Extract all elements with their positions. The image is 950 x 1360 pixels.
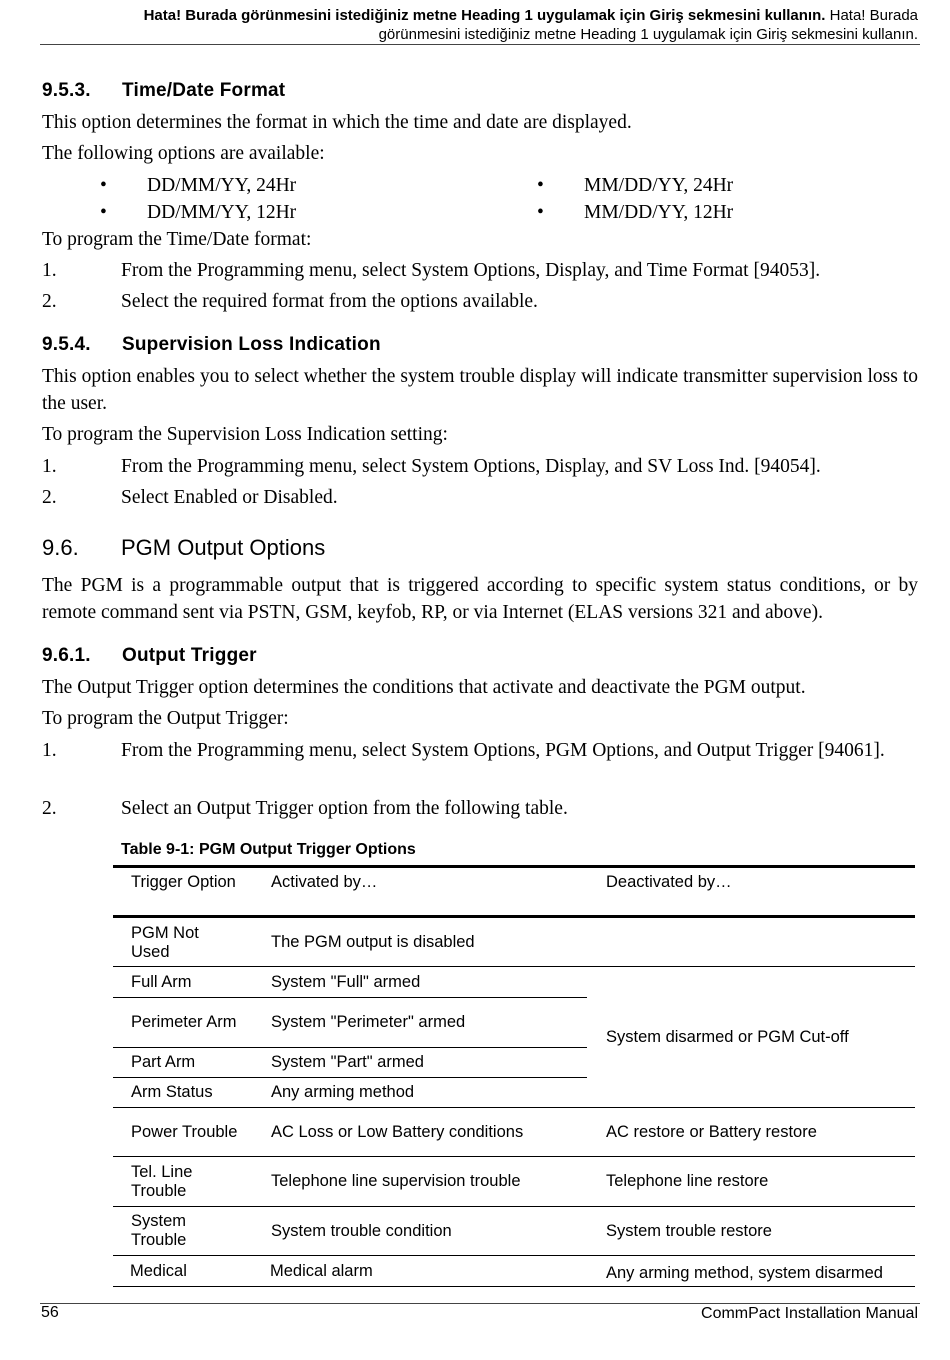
- table-cell: [271, 1048, 424, 1077]
- section-number: 9.5.4.: [42, 334, 91, 355]
- trigger-option: System Trouble: [131, 1212, 187, 1249]
- activated-by: Any arming method: [271, 1083, 415, 1101]
- activated-by: AC Loss or Low Battery conditions: [271, 1122, 524, 1141]
- step-number: 1.: [42, 456, 57, 477]
- footer-manual-title: CommPact Installation Manual: [701, 1305, 918, 1322]
- table-cell: [131, 1048, 195, 1077]
- paragraph: This option enables you to select whether the system trouble display will indicate transmitter supervision loss to the user.: [42, 366, 918, 414]
- header-error-bold: Hata! Burada görünmesini istediğiniz metne Heading 1 uygulamak için Giriş sekmesini kullanın.: [143, 7, 826, 24]
- column-header: Trigger Option: [131, 873, 236, 891]
- bullet-icon: •: [100, 202, 107, 223]
- activated-by: Telephone line supervision trouble: [271, 1172, 521, 1190]
- table-cell: [271, 967, 420, 997]
- paragraph: This option determines the format in which the time and date are displayed.: [42, 112, 632, 133]
- table-cell: [131, 998, 241, 1047]
- paragraph: The PGM is a programmable output that is triggered according to specific system status conditions, or by remote command sent via PSTN, GSM, keyfob, RP, or via Internet (ELAS versions 321 and above).: [42, 575, 918, 623]
- section-title: Supervision Loss Indication: [122, 334, 381, 355]
- trigger-option: Power Trouble: [131, 1122, 238, 1141]
- deactivated-by: AC restore or Battery restore: [606, 1122, 817, 1141]
- section-title: Time/Date Format: [122, 80, 286, 101]
- trigger-option: Arm Status: [131, 1083, 213, 1101]
- table-cell: [271, 1078, 414, 1107]
- bullet-icon: •: [537, 175, 544, 196]
- trigger-option: Full Arm: [131, 972, 192, 991]
- step-text: From the Programming menu, select System Options, Display, and SV Loss Ind. [94054].: [121, 456, 821, 477]
- running-header: [40, 6, 918, 44]
- bullet-icon: •: [100, 175, 107, 196]
- deactivated-by: Any arming method, system disarmed: [606, 1264, 883, 1282]
- trigger-option: Perimeter Arm: [131, 1013, 237, 1031]
- deactivated-by: System trouble restore: [606, 1221, 772, 1240]
- table-cell: [271, 998, 465, 1047]
- footer-divider: [40, 1303, 920, 1304]
- list-item-text: MM/DD/YY, 12Hr: [584, 202, 734, 223]
- table-cell: [131, 967, 192, 997]
- table-cell: [606, 1108, 817, 1156]
- pgm-output-trigger-table: [113, 865, 915, 1288]
- step-number: 1.: [42, 260, 57, 281]
- list-item-text: DD/MM/YY, 12Hr: [147, 202, 297, 223]
- list-item-text: DD/MM/YY, 24Hr: [147, 175, 297, 196]
- paragraph: To program the Output Trigger:: [42, 708, 289, 729]
- step-text: Select an Output Trigger option from the following table.: [121, 798, 568, 819]
- section-title: PGM Output Options: [121, 535, 326, 560]
- step-text: From the Programming menu, select System Options, PGM Options, and Output Trigger [94061].: [121, 740, 885, 761]
- section-number: 9.6.1.: [42, 645, 91, 666]
- table-cell: [271, 919, 475, 966]
- section-heading-96: [42, 535, 325, 561]
- table-row-rule: [113, 1255, 915, 1256]
- table-cell: [131, 919, 241, 966]
- table-header-rule: [113, 915, 915, 918]
- activated-by: System "Full" armed: [271, 972, 421, 991]
- table-top-rule: [113, 865, 915, 868]
- trigger-option: PGM Not Used: [131, 923, 199, 961]
- table-cell: [271, 1108, 523, 1156]
- table-cell: [606, 1264, 883, 1283]
- list-item-text: MM/DD/YY, 24Hr: [584, 175, 734, 196]
- paragraph: To program the Time/Date format:: [42, 229, 312, 250]
- section-heading-961: [42, 645, 257, 667]
- section-title: Output Trigger: [122, 645, 257, 666]
- header-divider: [40, 44, 920, 45]
- section-number: 9.5.3.: [42, 80, 91, 101]
- table-cell: [606, 1207, 772, 1255]
- table-caption: Table 9-1: PGM Output Trigger Options: [121, 841, 416, 858]
- table-cell: [131, 1108, 241, 1156]
- activated-by: Medical alarm: [270, 1262, 373, 1280]
- trigger-option: Tel. Line Trouble: [131, 1162, 193, 1200]
- step-text: From the Programming menu, select System Options, Display, and Time Format [94053].: [121, 260, 821, 281]
- step-number: 1.: [42, 740, 57, 761]
- table-cell: [131, 1207, 241, 1255]
- table-cell: [271, 1207, 452, 1255]
- paragraph: The Output Trigger option determines the conditions that activate and deactivate the PGM output.: [42, 677, 806, 698]
- bullet-icon: •: [537, 202, 544, 223]
- table-cell: [271, 1157, 521, 1206]
- section-number: 9.6.: [42, 535, 79, 560]
- trigger-option: Medical: [130, 1262, 187, 1280]
- trigger-option: Part Arm: [131, 1053, 196, 1071]
- table-cell: [131, 1157, 241, 1206]
- deactivated-by: System disarmed or PGM Cut-off: [606, 1027, 849, 1046]
- header-error-normal-2: görünmesini istediğiniz metne Heading 1 uygulamak için Giriş sekmesini kullanın.: [378, 26, 918, 43]
- table-bottom-rule: [113, 1286, 915, 1287]
- column-header: Activated by…: [271, 873, 378, 891]
- page-number: 56: [41, 1304, 59, 1321]
- column-header: Deactivated by…: [606, 873, 732, 891]
- section-heading-954: [42, 334, 381, 356]
- deactivated-by: Telephone line restore: [606, 1172, 769, 1190]
- table-cell: [131, 1078, 213, 1107]
- table-cell: [130, 1262, 187, 1281]
- activated-by: System "Perimeter" armed: [271, 1013, 466, 1031]
- step-text: Select the required format from the options available.: [121, 291, 538, 312]
- paragraph: To program the Supervision Loss Indication setting:: [42, 424, 448, 445]
- activated-by: System trouble condition: [271, 1221, 452, 1240]
- merged-deactivated-cell: [606, 967, 849, 1107]
- activated-by: System "Part" armed: [271, 1053, 424, 1071]
- table-cell: [606, 1157, 768, 1206]
- header-error-normal-1: Hata! Burada: [829, 7, 918, 24]
- activated-by: The PGM output is disabled: [271, 933, 475, 951]
- step-number: 2.: [42, 487, 57, 508]
- table-cell: [270, 1262, 373, 1281]
- paragraph: The following options are available:: [42, 143, 325, 164]
- step-number: 2.: [42, 291, 57, 312]
- step-text: Select Enabled or Disabled.: [121, 487, 338, 508]
- step-number: 2.: [42, 798, 57, 819]
- section-heading-953: [42, 80, 285, 102]
